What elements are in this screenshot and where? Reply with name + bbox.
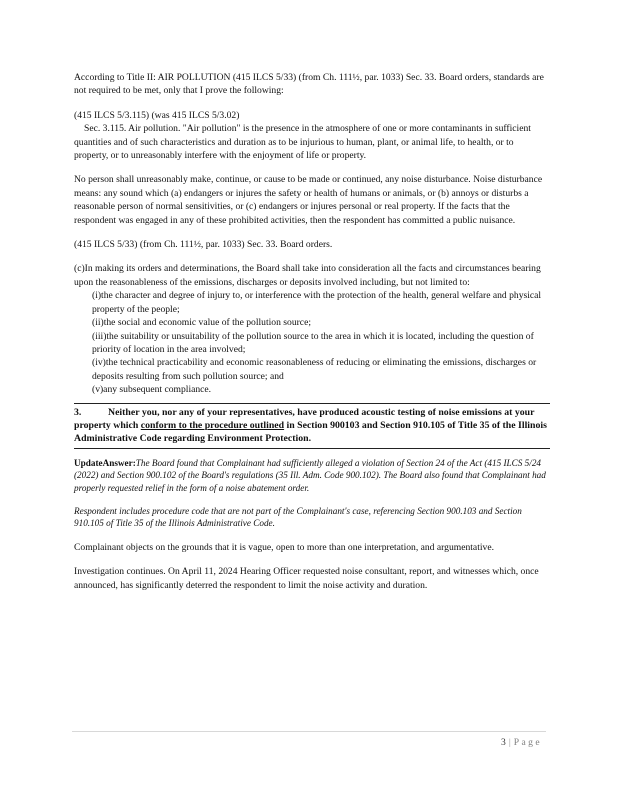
document-body <box>74 71 550 592</box>
respondent-procedure-paragraph: Respondent includes procedure code that are not part of the Complainant's case, referencing Section 900.103 and Section 910.105 of Title 35 of the Illinois Administrative Code. <box>74 505 522 529</box>
noise-disturbance-paragraph: No person shall unreasonably make, continue, or cause to be made or continued, any noise disturbance. Noise disturbance means: any sound which (a) endangers or injures the safety or health of humans or animals, or (b) annoys or disturbs a reasonable person of normal sensitivities, or (c) endangers or injures personal or real property. If the facts that the respondent was engaged in any of these prohibited activities, then the respondent has committed a public nuisance. <box>74 174 543 226</box>
statute-citation: (415 ILCS 5/3.115) (was 415 ILCS 5/3.02) <box>74 109 240 121</box>
question-text-underlined: conform to the procedure outlined <box>140 419 285 431</box>
question-number: 3. <box>74 406 82 418</box>
title-ii-paragraph: According to Title II: AIR POLLUTION (415 ILCS 5/33) (from Ch. 111½, par. 1033) Sec. 33. Board orders, standards are not required to be met, only that I prove the following: <box>74 72 544 97</box>
update-answer-text: The Board found that Complainant had sufficiently alleged a violation of Section 24 of the Act (415 ILCS 5/24 (2022) and Section 900.102 of the Board's regulations (35 Ill. Adm. Code 900.102). The Board also found that Complainant had properly requested relief in the form of a noise abatement order. <box>74 457 546 493</box>
board-considerations-intro: (c)In making its orders and determinations, the Board shall take into consideration all the facts and circumstances bearing upon the reasonableness of the emissions, discharges or deposits involved including, but not limited to: <box>74 263 541 288</box>
consideration-ii: (ii)the social and economic value of the pollution source; <box>92 317 311 329</box>
footer-separator: | <box>508 737 511 748</box>
page-footer <box>501 736 542 749</box>
question-block <box>74 403 550 449</box>
consideration-iv: (iv)the technical practicability and economic reasonableness of reducing or eliminating the emissions, discharges or deposits resulting from such pollution source; and <box>92 357 537 382</box>
question-text-post: in Section 900103 and Section 910.105 of Title 35 of the Illinois Administrative Code regarding Environment Protection. <box>74 419 547 445</box>
question-text-pre: Neither you, nor any of your representatives, have produced acoustic testing of noise emissions at your property which <box>74 406 535 431</box>
consideration-i: (i)the character and degree of injury to, or interference with the protection of the health, general welfare and physical property of the people; <box>92 290 542 315</box>
update-answer-label: UpdateAnswer: <box>74 457 136 468</box>
footer-divider <box>72 731 546 732</box>
page-label: Page <box>513 737 542 748</box>
investigation-paragraph: Investigation continues. On April 11, 2024 Hearing Officer requested noise consultant, report, and witnesses which, once announced, has significantly deterred the respondent to limit the noise activity and duration. <box>74 566 539 591</box>
board-orders-citation: (415 ILCS 5/33) (from Ch. 111½, par. 1033) Sec. 33. Board orders. <box>74 239 333 251</box>
page-number: 3 <box>501 737 506 748</box>
update-answer-paragraph <box>74 457 550 494</box>
consideration-v: (v)any subsequent compliance. <box>92 384 212 396</box>
consideration-iii: (iii)the suitability or unsuitability of the pollution source to the area in which it is located, including the question of priority of location in the area involved; <box>92 330 534 355</box>
objection-paragraph: Complainant objects on the grounds that it is vague, open to more than one interpretation, and argumentative. <box>74 541 494 553</box>
air-pollution-definition: Sec. 3.115. Air pollution. "Air pollution" is the presence in the atmosphere of one or more contaminants in sufficient quantities and of such characteristics and duration as to be injurious to human, plant, or animal life, to health, or to property, or to unreasonably interfere with the enjoyment of life or property. <box>74 123 531 162</box>
